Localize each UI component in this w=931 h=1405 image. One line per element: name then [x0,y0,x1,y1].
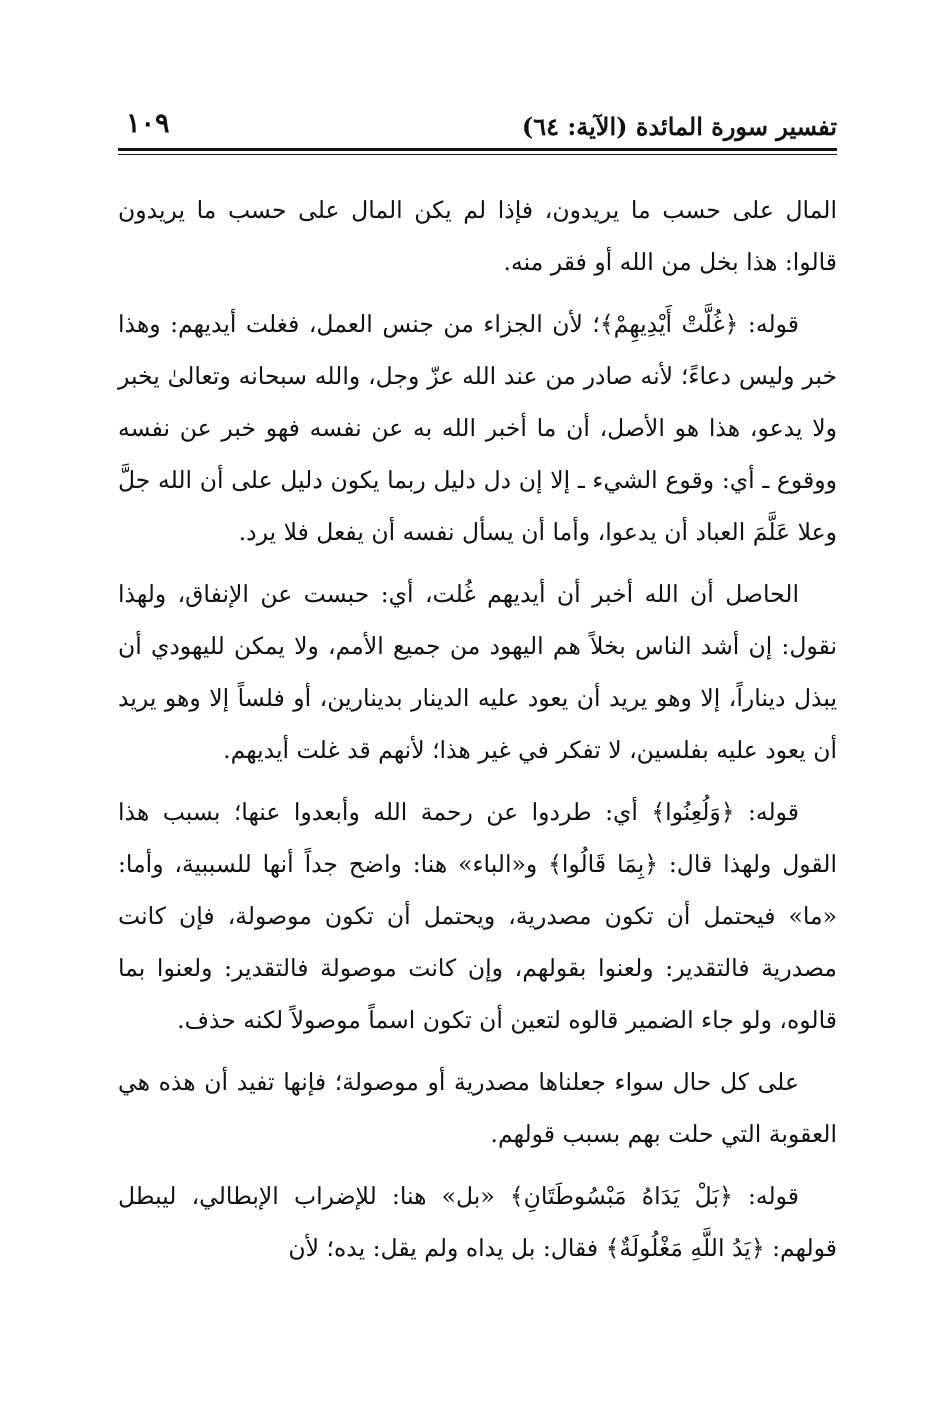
paragraph-3: الحاصل أن الله أخبر أن أيديهم غُلت، أي: حبست عن الإنفاق، ولهذا نقول: إن أشد الناس بخلاً هم اليهود من جميع الأمم، ولا يمكن لليهودي أن يبذل ديناراً، إلا وهو يريد أن يعود عليه الدينار بدينارين، أو فلساً إلا وهو يريد أن يعود عليه بفلسين، لا تفكر في غير هذا؛ لأنهم قد غلت أيديهم. [118,580,837,764]
paragraph-1: المال على حسب ما يريدون، فإذا لم يكن المال على حسب ما يريدون قالوا: هذا بخل من الله أو فقر منه. [118,196,837,276]
running-title: تفسير سورة المائدة (الآية: ٦٤) [521,112,837,141]
paragraph-4: قوله: ﴿وَلُعِنُوا﴾ أي: طردوا عن رحمة الله وأبعدوا عنها؛ بسبب هذا القول ولهذا قال: ﴿بِمَا قَالُوا﴾ و«الباء» هنا: واضح جداً أنها للسببية، وأما: «ما» فيحتمل أن تكون مصدرية، ويحتمل أن تكون موصولة، فإن كانت مصدرية فالتقدير: ولعنوا بقولهم، وإن كانت موصولة فالتقدير: ولعنوا بما قالوه، ولو جاء الضمير قالوه لتعين أن تكون اسماً موصولاً لكنه حذف. [118,798,837,1034]
body-text [118,184,837,1284]
page-number: ١٠٩ [126,108,170,139]
paragraph-5: على كل حال سواء جعلناها مصدرية أو موصولة؛ فإنها تفيد أن هذه هي العقوبة التي حلت بهم بسبب قولهم. [118,1068,837,1148]
header-rule-thick [118,148,837,151]
paragraph-2: قوله: ﴿غُلَّتْ أَيْدِيهِمْ﴾؛ لأن الجزاء من جنس العمل، فغلت أيديهم: وهذا خبر وليس دعاءً؛ لأنه صادر من عند الله عزّ وجل، والله سبحانه وتعالىٰ يخبر ولا يدعو، هذا هو الأصل، أن ما أخبر الله به عن نفسه فهو خبر عن نفسه ووقوع ـ أي: وقوع الشيء ـ إلا إن دل دليل ربما يكون دليل على أن الله جلَّ وعلا عَلَّمَ العباد أن يدعوا، وأما أن يسأل نفسه أن يفعل فلا يرد. [118,310,837,546]
page-header [118,108,837,148]
header-rule-thin [118,154,837,155]
paragraph-6: قوله: ﴿بَلْ يَدَاهُ مَبْسُوطَتَانِ﴾ «بل» هنا: للإضراب الإبطالي، ليبطل قولهم: ﴿يَدُ اللَّهِ مَغْلُولَةٌ﴾ فقال: بل يداه ولم يقل: يده؛ لأن [118,1182,837,1262]
